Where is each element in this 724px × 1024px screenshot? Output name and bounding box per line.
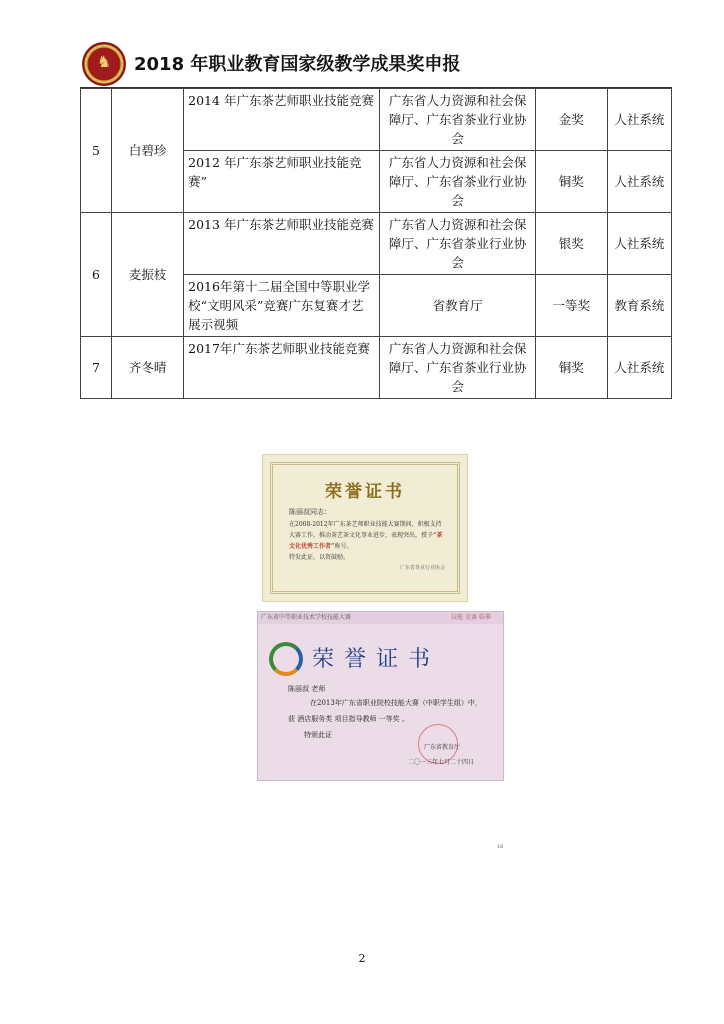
awards-table (80, 88, 672, 399)
cell-competition: 2012 年广东茶艺师职业技能竞赛” (184, 151, 380, 213)
certificate-title: 荣誉证书 (312, 647, 441, 672)
cell-name: 麦振枝 (112, 213, 184, 337)
certificate-issuer: 广东省茶业行业协会 (399, 565, 445, 571)
cell-competition: 2014 年广东茶艺师职业技能竞赛 (184, 89, 380, 151)
certificate-closing: 特颁此证 (304, 731, 332, 739)
horse-emblem-icon: ♞ (96, 52, 112, 71)
table-row (81, 337, 672, 399)
certificate-date: 二〇一三年七月二十四日 (408, 759, 475, 766)
cell-competition: 2016年第十二届全国中等职业学校“文明风采”竞赛广东复赛才艺展示视频 (184, 275, 380, 337)
certificate-body-end: 称号。 (334, 543, 353, 550)
table-row (81, 213, 672, 275)
cell-award: 铜奖 (535, 337, 607, 399)
cell-competition: 2013 年广东茶艺师职业技能竞赛 (184, 213, 380, 275)
cell-no: 7 (81, 337, 112, 399)
honor-certificate-image-2 (257, 611, 504, 781)
certificate-line: 在2013年广东省职业院校技能大赛（中职学生组）中， (310, 699, 482, 707)
cell-award: 银奖 (535, 213, 607, 275)
certificate-recipient: 陈丽叔同志： (289, 508, 331, 516)
cell-system: 人社系统 (607, 151, 671, 213)
cell-award: 金奖 (535, 89, 607, 151)
certificate-body-text: 在2008-2012年广东茶艺师职业技能大赛期间，积极支持大赛工作，推动茶艺茶文化事业进步，表现突出，授予 (289, 521, 442, 539)
cell-organizer: 广东省人力资源和社会保障厅、广东省茶业行业协会 (380, 89, 535, 151)
certificate-line: 获 酒店服务类 项目指导教师 一等奖 。 (288, 715, 409, 723)
cell-award: 一等奖 (535, 275, 607, 337)
competition-emblem-icon (269, 642, 303, 676)
certificate-recipient: 陈丽叔 老师 (288, 685, 326, 693)
cell-system: 教育系统 (607, 275, 671, 337)
cell-name: 白碧珍 (112, 89, 184, 213)
certificate-issuer: 广东省教育厅 (424, 744, 461, 751)
honor-certificate-image-1 (262, 454, 468, 602)
cell-award: 铜奖 (535, 151, 607, 213)
cell-competition: 2017年广东茶艺师职业技能竞赛 (184, 337, 380, 399)
page-header (82, 42, 682, 90)
cell-name: 齐冬晴 (112, 337, 184, 399)
cell-system: 人社系统 (607, 89, 671, 151)
certificate-banner-text: 广东省中等职业技术学校技能大赛 (261, 614, 352, 621)
cell-organizer: 广东省人力资源和社会保障厅、广东省茶业行业协会 (380, 213, 535, 275)
cell-organizer: 省教育厅 (380, 275, 535, 337)
certificate-title: 荣誉证书 (325, 482, 405, 502)
certificate-body (289, 519, 445, 563)
cell-system: 人社系统 (607, 213, 671, 275)
certificate-closing: 特发此证，以资鼓励。 (289, 554, 350, 561)
certificate-banner (258, 612, 503, 624)
certificate-honor-title: “茶文化优秀工作者” (289, 532, 443, 550)
cell-system: 人社系统 (607, 337, 671, 399)
page-number: 2 (358, 952, 366, 965)
certificate-banner-right: 技能 竞赛 临摹 (451, 614, 491, 621)
small-mark-number: 18 (497, 844, 504, 850)
header-title: 2018 年职业教育国家级教学成果奖申报 (134, 54, 461, 75)
table-row (81, 89, 672, 151)
cell-no: 6 (81, 213, 112, 337)
cell-organizer: 广东省人力资源和社会保障厅、广东省茶业行业协会 (380, 337, 535, 399)
cell-organizer: 广东省人力资源和社会保障厅、广东省茶业行业协会 (380, 151, 535, 213)
school-logo-icon (82, 42, 126, 86)
cell-no: 5 (81, 89, 112, 213)
